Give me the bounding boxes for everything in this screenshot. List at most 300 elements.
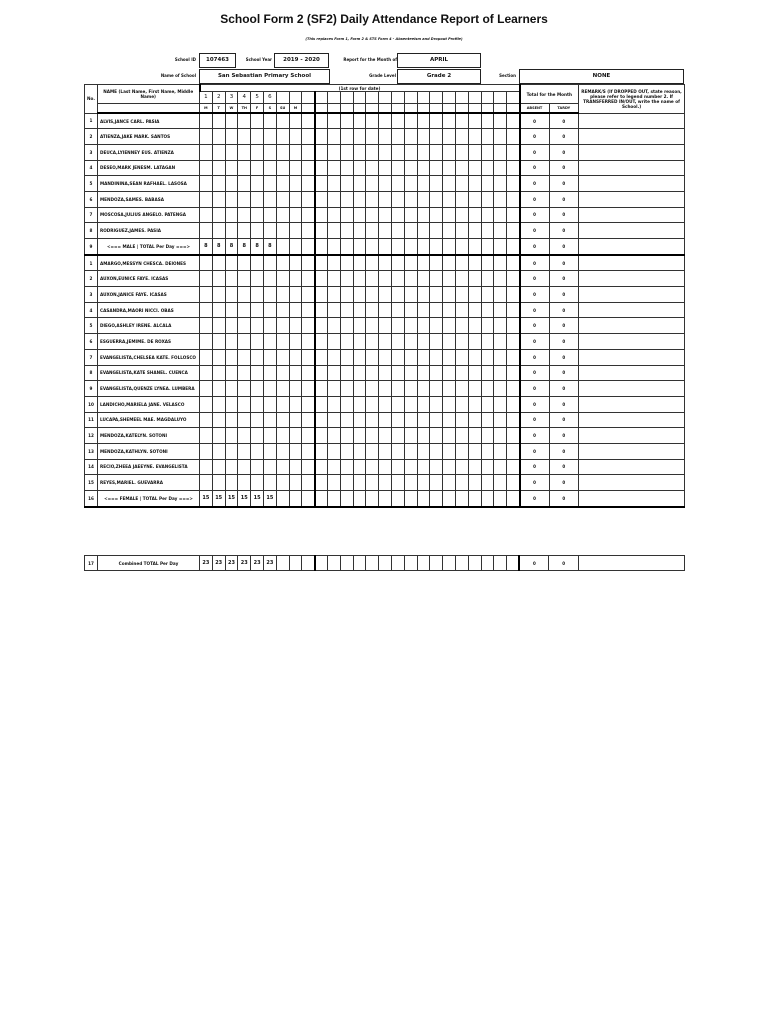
- attendance-cell: [379, 144, 392, 160]
- attendance-cell: [379, 334, 392, 350]
- attendance-cell: [430, 287, 443, 303]
- daily-total-cell: [366, 491, 379, 507]
- row-number: 17: [85, 556, 98, 571]
- day-letter-cell: [379, 104, 392, 114]
- attendance-cell: [263, 334, 276, 350]
- attendance-cell: [391, 129, 404, 145]
- attendance-cell: [417, 334, 430, 350]
- attendance-cell: [315, 176, 328, 192]
- attendance-cell: [507, 381, 520, 397]
- attendance-cell: [404, 271, 417, 287]
- attendance-cell: [391, 176, 404, 192]
- daily-total-cell: 15: [238, 491, 251, 507]
- attendance-cell: [263, 412, 276, 428]
- attendance-cell: [353, 475, 366, 491]
- attendance-cell: [225, 207, 238, 223]
- attendance-cell: [315, 365, 328, 381]
- table-row: [85, 160, 685, 176]
- daily-total-cell: [494, 556, 507, 571]
- absent-total: 0: [520, 428, 550, 444]
- attendance-cell: [353, 207, 366, 223]
- attendance-cell: [430, 223, 443, 239]
- attendance-cell: [417, 144, 430, 160]
- attendance-cell: [366, 255, 379, 271]
- daily-total-cell: [507, 239, 520, 255]
- attendance-cell: [379, 396, 392, 412]
- attendance-cell: [340, 223, 353, 239]
- attendance-cell: [263, 428, 276, 444]
- daily-total-cell: [430, 556, 443, 571]
- attendance-cell: [212, 207, 225, 223]
- table-row: [85, 365, 685, 381]
- attendance-cell: [251, 129, 264, 145]
- attendance-cell: [455, 396, 468, 412]
- attendance-cell: [481, 459, 494, 475]
- attendance-cell: [379, 443, 392, 459]
- remarks-cell: [579, 129, 685, 145]
- attendance-cell: [212, 412, 225, 428]
- attendance-cell: [302, 459, 315, 475]
- remarks-cell: [579, 207, 685, 223]
- attendance-cell: [289, 287, 302, 303]
- attendance-cell: [238, 113, 251, 129]
- daily-total-cell: [391, 239, 404, 255]
- attendance-cell: [302, 255, 315, 271]
- attendance-cell: [315, 223, 328, 239]
- attendance-cell: [212, 443, 225, 459]
- row-number: 3: [85, 144, 98, 160]
- attendance-cell: [212, 176, 225, 192]
- attendance-cell: [366, 318, 379, 334]
- attendance-cell: [443, 191, 456, 207]
- attendance-cell: [455, 271, 468, 287]
- day-letter-cell: [404, 104, 417, 114]
- attendance-cell: [468, 381, 481, 397]
- row-number: 4: [85, 160, 98, 176]
- daily-total-cell: [379, 491, 392, 507]
- attendance-cell: [263, 365, 276, 381]
- row-number: 2: [85, 271, 98, 287]
- learner-name: DEUCA,LYIENNEY EUS. ATIENZA: [98, 144, 200, 160]
- row-number: 7: [85, 349, 98, 365]
- day-letter-cell: SU: [276, 104, 289, 114]
- attendance-cell: [391, 287, 404, 303]
- attendance-cell: [494, 459, 507, 475]
- attendance-cell: [379, 412, 392, 428]
- attendance-cell: [225, 334, 238, 350]
- attendance-cell: [507, 302, 520, 318]
- attendance-cell: [468, 318, 481, 334]
- absent-total: 0: [520, 491, 550, 507]
- attendance-cell: [238, 381, 251, 397]
- attendance-cell: [353, 428, 366, 444]
- row-number: 7: [85, 207, 98, 223]
- attendance-cell: [455, 144, 468, 160]
- row-number: 5: [85, 318, 98, 334]
- attendance-cell: [289, 334, 302, 350]
- daily-total-cell: [481, 556, 494, 571]
- attendance-cell: [481, 396, 494, 412]
- daily-total-cell: [366, 239, 379, 255]
- attendance-cell: [430, 428, 443, 444]
- attendance-cell: [302, 412, 315, 428]
- attendance-cell: [468, 475, 481, 491]
- remarks-cell: [579, 349, 685, 365]
- attendance-cell: [391, 381, 404, 397]
- attendance-cell: [468, 176, 481, 192]
- day-letter-cell: [481, 104, 494, 114]
- remarks-cell: [579, 443, 685, 459]
- attendance-cell: [251, 381, 264, 397]
- learner-name: MOSCOSA,JULIUS ANGELO. PATENGA: [98, 207, 200, 223]
- daily-total-cell: [507, 556, 520, 571]
- daily-total-cell: [443, 239, 456, 255]
- learner-name: EVANGELISTA,KATE SHANEL. CUENCA: [98, 365, 200, 381]
- learner-name: ATIENZA,JAKE MARK. SANTOS: [98, 129, 200, 145]
- attendance-cell: [302, 475, 315, 491]
- attendance-cell: [251, 144, 264, 160]
- attendance-cell: [315, 191, 328, 207]
- day-letter-cell: T: [212, 104, 225, 114]
- attendance-cell: [366, 287, 379, 303]
- attendance-cell: [200, 318, 213, 334]
- attendance-cell: [366, 271, 379, 287]
- attendance-cell: [251, 475, 264, 491]
- attendance-cell: [238, 428, 251, 444]
- attendance-cell: [430, 191, 443, 207]
- attendance-cell: [263, 176, 276, 192]
- daily-total-cell: [289, 556, 302, 571]
- attendance-cell: [225, 381, 238, 397]
- date-number-cell: [494, 92, 507, 104]
- attendance-cell: [366, 302, 379, 318]
- attendance-cell: [481, 318, 494, 334]
- attendance-cell: [379, 271, 392, 287]
- attendance-cell: [417, 412, 430, 428]
- attendance-cell: [366, 396, 379, 412]
- attendance-cell: [263, 223, 276, 239]
- attendance-cell: [391, 318, 404, 334]
- attendance-cell: [302, 443, 315, 459]
- remarks-cell: [579, 365, 685, 381]
- attendance-cell: [327, 334, 340, 350]
- attendance-cell: [391, 207, 404, 223]
- attendance-cell: [353, 113, 366, 129]
- attendance-cell: [468, 287, 481, 303]
- attendance-cell: [276, 113, 289, 129]
- attendance-cell: [238, 365, 251, 381]
- attendance-cell: [238, 207, 251, 223]
- attendance-cell: [455, 160, 468, 176]
- total-row: [85, 491, 685, 507]
- attendance-cell: [481, 412, 494, 428]
- absent-total: 0: [520, 287, 550, 303]
- attendance-cell: [417, 191, 430, 207]
- attendance-cell: [212, 271, 225, 287]
- attendance-cell: [276, 412, 289, 428]
- attendance-cell: [443, 334, 456, 350]
- attendance-cell: [327, 207, 340, 223]
- daily-total-cell: 15: [263, 491, 276, 507]
- daily-total-cell: [315, 239, 328, 255]
- attendance-cell: [455, 459, 468, 475]
- attendance-cell: [276, 144, 289, 160]
- attendance-cell: [289, 365, 302, 381]
- attendance-cell: [507, 459, 520, 475]
- attendance-cell: [289, 349, 302, 365]
- attendance-cell: [212, 113, 225, 129]
- daily-total-cell: [276, 239, 289, 255]
- attendance-cell: [238, 443, 251, 459]
- attendance-cell: [353, 381, 366, 397]
- attendance-cell: [507, 129, 520, 145]
- tardy-total: 0: [549, 459, 579, 475]
- attendance-cell: [443, 144, 456, 160]
- attendance-cell: [455, 129, 468, 145]
- attendance-cell: [200, 160, 213, 176]
- tardy-total: 0: [549, 113, 579, 129]
- remarks-cell: [579, 412, 685, 428]
- attendance-cell: [353, 144, 366, 160]
- tardy-total: 0: [549, 160, 579, 176]
- attendance-cell: [391, 349, 404, 365]
- learner-name: RODRIGUEZ,JAMES. PASIA: [98, 223, 200, 239]
- table-row: [85, 318, 685, 334]
- attendance-cell: [494, 475, 507, 491]
- attendance-cell: [289, 396, 302, 412]
- attendance-cell: [289, 412, 302, 428]
- absent-total: 0: [520, 160, 550, 176]
- remarks-cell: [579, 381, 685, 397]
- daily-total-cell: [468, 491, 481, 507]
- attendance-cell: [494, 207, 507, 223]
- row-number: 15: [85, 475, 98, 491]
- daily-total-cell: [289, 239, 302, 255]
- school-year-field: 2019 - 2020: [274, 53, 329, 68]
- daily-total-cell: [417, 239, 430, 255]
- absent-total: 0: [520, 349, 550, 365]
- form-title: School Form 2 (SF2) Daily Attendance Report of Learners: [220, 12, 548, 26]
- attendance-cell: [404, 255, 417, 271]
- attendance-cell: [200, 365, 213, 381]
- day-letter-cell: [302, 104, 315, 114]
- attendance-cell: [289, 207, 302, 223]
- absent-total: 0: [520, 176, 550, 192]
- attendance-cell: [200, 381, 213, 397]
- attendance-cell: [200, 287, 213, 303]
- attendance-cell: [417, 255, 430, 271]
- attendance-cell: [443, 349, 456, 365]
- attendance-cell: [251, 191, 264, 207]
- absent-total: 0: [520, 144, 550, 160]
- attendance-cell: [379, 160, 392, 176]
- combined-total-table: [84, 555, 685, 571]
- attendance-cell: [200, 459, 213, 475]
- tardy-total: 0: [549, 475, 579, 491]
- attendance-cell: [289, 459, 302, 475]
- attendance-cell: [379, 255, 392, 271]
- school-id-label: School ID: [174, 57, 196, 62]
- date-number-cell: [302, 92, 315, 104]
- attendance-cell: [494, 349, 507, 365]
- attendance-cell: [302, 396, 315, 412]
- attendance-cell: [494, 318, 507, 334]
- attendance-cell: [443, 223, 456, 239]
- attendance-cell: [494, 129, 507, 145]
- attendance-cell: [494, 365, 507, 381]
- attendance-cell: [276, 191, 289, 207]
- attendance-cell: [238, 160, 251, 176]
- attendance-cell: [481, 144, 494, 160]
- attendance-cell: [468, 334, 481, 350]
- attendance-cell: [340, 271, 353, 287]
- attendance-cell: [212, 349, 225, 365]
- attendance-cell: [289, 191, 302, 207]
- table-row: [85, 428, 685, 444]
- attendance-cell: [200, 349, 213, 365]
- tardy-header: TARDY: [549, 104, 579, 114]
- attendance-cell: [366, 349, 379, 365]
- daily-total-cell: [366, 556, 379, 571]
- remarks-cell: [579, 334, 685, 350]
- attendance-cell: [430, 176, 443, 192]
- attendance-cell: [417, 349, 430, 365]
- attendance-cell: [276, 459, 289, 475]
- attendance-cell: [276, 271, 289, 287]
- daily-total-cell: [302, 556, 315, 571]
- attendance-cell: [366, 144, 379, 160]
- daily-total-cell: 15: [251, 491, 264, 507]
- day-letter-cell: M: [200, 104, 213, 114]
- day-letter-cell: W: [225, 104, 238, 114]
- attendance-cell: [404, 287, 417, 303]
- attendance-cell: [340, 207, 353, 223]
- attendance-cell: [430, 381, 443, 397]
- learner-name: MENDOZA,KATELYN. SOTONI: [98, 428, 200, 444]
- attendance-cell: [200, 428, 213, 444]
- attendance-cell: [263, 191, 276, 207]
- attendance-cell: [289, 176, 302, 192]
- day-letter-cell: [430, 104, 443, 114]
- daily-total-cell: [391, 556, 404, 571]
- attendance-cell: [494, 160, 507, 176]
- daily-total-cell: 8: [251, 239, 264, 255]
- attendance-cell: [340, 287, 353, 303]
- attendance-cell: [340, 412, 353, 428]
- attendance-cell: [494, 113, 507, 129]
- day-letter-cell: F: [251, 104, 264, 114]
- attendance-cell: [289, 443, 302, 459]
- attendance-cell: [200, 113, 213, 129]
- attendance-cell: [302, 334, 315, 350]
- attendance-cell: [481, 349, 494, 365]
- attendance-cell: [225, 318, 238, 334]
- attendance-cell: [200, 302, 213, 318]
- daily-total-cell: [391, 491, 404, 507]
- daily-total-cell: [455, 239, 468, 255]
- daily-total-cell: 23: [251, 556, 264, 571]
- attendance-cell: [366, 160, 379, 176]
- attendance-cell: [430, 396, 443, 412]
- daily-total-cell: 23: [238, 556, 251, 571]
- tardy-total: 0: [549, 365, 579, 381]
- attendance-cell: [315, 144, 328, 160]
- report-month-field: APRIL: [397, 53, 481, 68]
- attendance-cell: [391, 191, 404, 207]
- date-number-cell: [417, 92, 430, 104]
- remarks-header: REMARK/S (If DROPPED OUT, state reason, please refer to legend number 2. If TRANSFERRED IN/OUT, write the name of School.): [579, 85, 685, 114]
- attendance-cell: [315, 349, 328, 365]
- attendance-cell: [212, 144, 225, 160]
- attendance-cell: [468, 271, 481, 287]
- day-letter-cell: [494, 104, 507, 114]
- attendance-cell: [430, 302, 443, 318]
- attendance-cell: [251, 113, 264, 129]
- attendance-cell: [468, 207, 481, 223]
- total-label: <=== FEMALE | TOTAL Per Day ===>: [98, 491, 200, 507]
- attendance-cell: [443, 160, 456, 176]
- attendance-cell: [417, 113, 430, 129]
- attendance-cell: [315, 255, 328, 271]
- remarks-cell: [579, 318, 685, 334]
- attendance-cell: [302, 365, 315, 381]
- attendance-cell: [430, 365, 443, 381]
- tardy-total: 0: [549, 443, 579, 459]
- learner-name: ESGUERRA,JEMIME. DE ROXAS: [98, 334, 200, 350]
- attendance-cell: [200, 475, 213, 491]
- attendance-cell: [263, 144, 276, 160]
- attendance-cell: [443, 443, 456, 459]
- table-row: [85, 113, 685, 129]
- daily-total-cell: [315, 491, 328, 507]
- attendance-cell: [507, 191, 520, 207]
- absent-total: 0: [520, 412, 550, 428]
- table-row: [85, 287, 685, 303]
- tardy-total: 0: [549, 491, 579, 507]
- attendance-cell: [417, 287, 430, 303]
- attendance-cell: [200, 334, 213, 350]
- tardy-total: 0: [549, 129, 579, 145]
- attendance-cell: [238, 144, 251, 160]
- attendance-cell: [481, 271, 494, 287]
- table-row: [85, 191, 685, 207]
- daily-total-cell: 15: [200, 491, 213, 507]
- attendance-cell: [340, 459, 353, 475]
- attendance-cell: [417, 302, 430, 318]
- attendance-cell: [276, 207, 289, 223]
- attendance-cell: [443, 302, 456, 318]
- total-label: Combined TOTAL Per Day: [98, 556, 200, 571]
- attendance-cell: [379, 129, 392, 145]
- attendance-cell: [200, 412, 213, 428]
- attendance-cell: [276, 255, 289, 271]
- attendance-cell: [494, 381, 507, 397]
- learner-name: CASANDRA,MAORI NICCI. OBAS: [98, 302, 200, 318]
- tardy-total: 0: [549, 223, 579, 239]
- attendance-cell: [404, 412, 417, 428]
- daily-total-cell: [302, 491, 315, 507]
- attendance-cell: [225, 255, 238, 271]
- attendance-cell: [507, 443, 520, 459]
- row-number: 8: [85, 365, 98, 381]
- attendance-cell: [404, 318, 417, 334]
- tardy-total: 0: [549, 271, 579, 287]
- attendance-cell: [379, 318, 392, 334]
- attendance-cell: [225, 144, 238, 160]
- attendance-cell: [340, 318, 353, 334]
- daily-total-cell: [353, 239, 366, 255]
- attendance-cell: [494, 287, 507, 303]
